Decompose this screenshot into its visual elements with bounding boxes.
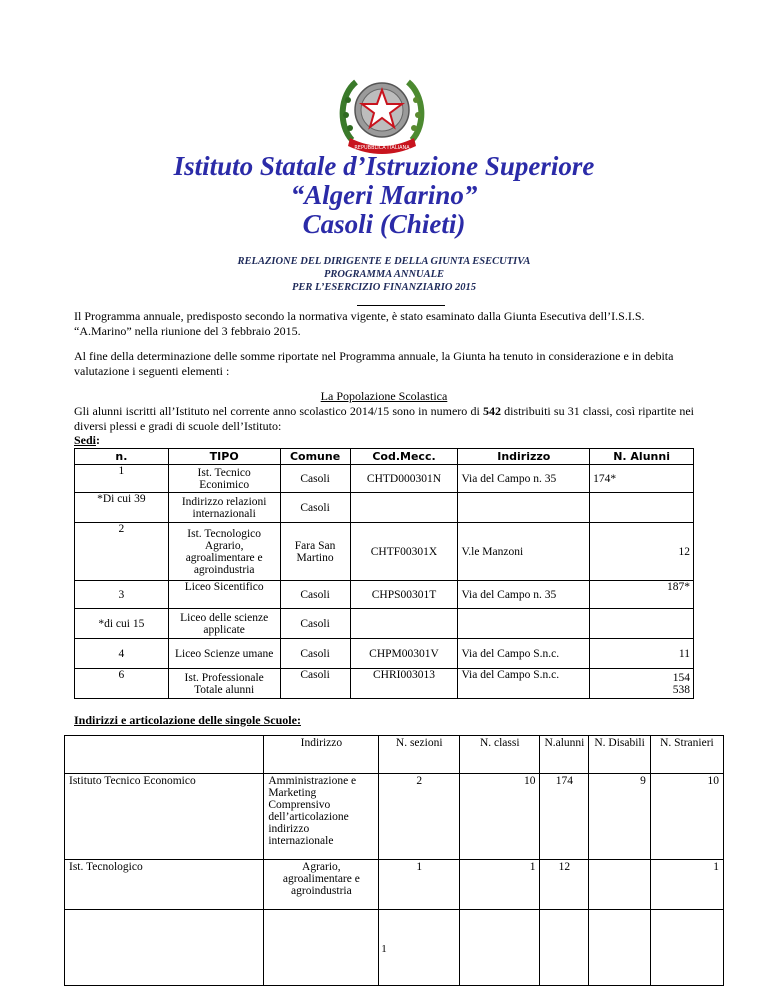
cell-scuola: Ist. Tecnologico: [65, 860, 264, 910]
header-indirizzo: Indirizzo: [458, 449, 590, 465]
cell-indirizzo: Via del Campo n. 35: [458, 465, 590, 493]
cell-tipo: Ist. Tecnologico Agrario, agroalimentare e agroindustria: [168, 523, 280, 581]
header-sezioni: N. sezioni: [379, 736, 460, 774]
alunni-professionale: 154: [672, 671, 690, 684]
enrollment-paragraph: [74, 404, 694, 433]
cell-alunni: 174: [540, 774, 589, 860]
header-alunni: N.alunni: [540, 736, 589, 774]
page-number: 1: [381, 943, 387, 955]
title-line-1: Istituto Statale d’Istruzione Superiore: [173, 151, 595, 181]
cell-cod: CHTF00301X: [350, 523, 458, 581]
header-cod-mecc: Cod.Mecc.: [350, 449, 458, 465]
cell-comune: Fara San Martino: [280, 523, 350, 581]
enrollment-total: 542: [482, 404, 501, 418]
cell-disabili: [589, 860, 650, 910]
cell-comune: Casoli: [280, 465, 350, 493]
header-disabili: N. Disabili: [589, 736, 650, 774]
title-divider: [357, 305, 445, 306]
cell-sezioni: 1: [379, 860, 460, 910]
cell-comune: Casoli: [280, 609, 350, 639]
criteria-paragraph: Al fine della determinazione delle somme riportate nel Programma annuale, la Giunta ha tenuto in considerazione e in debita valutazione i seguenti elementi :: [74, 349, 674, 378]
cell-alunni-empty: [590, 609, 694, 639]
sedi-label-text: Sedi: [74, 433, 97, 447]
institute-title: [0, 152, 768, 239]
cell-indirizzo: Agrario, agroalimentare e agroindustria: [264, 860, 379, 910]
italian-republic-emblem-icon: [334, 70, 430, 156]
cell-indirizzo: Via del Campo S.n.c.: [458, 669, 590, 699]
cell-indirizzo: Via del Campo n. 35: [458, 581, 590, 609]
cell-cod-empty: [350, 609, 458, 639]
totale-alunni-label: Totale alunni: [194, 683, 255, 696]
indirizzi-heading-text: Indirizzi e articolazione delle singole Scuole:: [74, 713, 301, 727]
cell-comune: Casoli: [280, 581, 350, 609]
tipo-professionale: Ist. Professionale: [184, 671, 264, 684]
cell-alunni-empty: [590, 493, 694, 523]
sedi-label-colon: :: [96, 433, 101, 447]
sedi-header-row: [75, 449, 694, 465]
sedi-label: [74, 433, 100, 448]
intro-paragraph: Il Programma annuale, predisposto secondo la normativa vigente, è stato esaminato dalla Giunta Esecutiva dell’I.S.I.S. “A.Marino” nella riunione del 3 febbraio 2015.: [74, 309, 645, 338]
header-indirizzo: Indirizzo: [264, 736, 379, 774]
cell-comune: Casoli: [280, 669, 350, 699]
table-row: [65, 860, 724, 910]
cell-indirizzo: Amministrazione e Marketing Comprensivo dell’articolazione indirizzo internazionale: [264, 774, 379, 860]
title-line-2: “Algeri Marino”: [290, 180, 478, 210]
enrollment-text-after: distribuiti su 31 classi, così ripartite nei diversi plessi e gradi di scuole dell’Istituto:: [74, 404, 694, 433]
header-n-alunni: N. Alunni: [590, 449, 694, 465]
header-n: n.: [75, 449, 169, 465]
cell-n: 4: [75, 639, 169, 669]
subtitle-line-3: PER L’ESERCIZIO FINANZIARIO 2015: [291, 282, 477, 293]
cell-cod: CHPM00301V: [350, 639, 458, 669]
cell-alunni: 12: [590, 523, 694, 581]
cell-n: *di cui 15: [75, 609, 169, 639]
cell-cod: CHRI003013: [350, 669, 458, 699]
report-subtitle: [0, 255, 768, 294]
cell-classi: 1: [460, 860, 540, 910]
header-comune: Comune: [280, 449, 350, 465]
cell-classi: 10: [460, 774, 540, 860]
table-row: [75, 639, 694, 669]
cell-cod-empty: [350, 493, 458, 523]
cell-scuola: Istituto Tecnico Economico: [65, 774, 264, 860]
cell-tipo: Liceo Sicentifico: [168, 581, 280, 609]
enrollment-text-before: Gli alunni iscritti all’Istituto nel corrente anno scolastico 2014/15 sono in numero di: [74, 404, 483, 418]
table-row: [75, 581, 694, 609]
cell-sezioni: 2: [379, 774, 460, 860]
cell-stranieri: 1: [650, 860, 723, 910]
cell-n: *Di cui 39: [75, 493, 169, 523]
cell-alunni: 11: [590, 639, 694, 669]
table-row: [75, 523, 694, 581]
cell-tipo: Ist. Tecnico Econimico: [168, 465, 280, 493]
cell-tipo: Indirizzo relazioni internazionali: [168, 493, 280, 523]
header-tipo: TIPO: [168, 449, 280, 465]
cell-n: 3: [75, 581, 169, 609]
header-scuola-empty: [65, 736, 264, 774]
cell-n: 1: [75, 465, 169, 493]
cell-tipo: [168, 669, 280, 699]
header-stranieri: N. Stranieri: [650, 736, 723, 774]
table-row: [75, 669, 694, 699]
cell-indirizzo-empty: [458, 609, 590, 639]
cell-indirizzo: V.le Manzoni: [458, 523, 590, 581]
subtitle-line-1: RELAZIONE DEL DIRIGENTE E DELLA GIUNTA ESECUTIVA: [237, 256, 531, 267]
cell-stranieri: 10: [650, 774, 723, 860]
table-row: [65, 774, 724, 860]
table-row: [75, 465, 694, 493]
cell-alunni: [590, 669, 694, 699]
cell-cod: CHTD000301N: [350, 465, 458, 493]
cell-n: 2: [75, 523, 169, 581]
cell-tipo: Liceo Scienze umane: [168, 639, 280, 669]
title-line-3: Casoli (Chieti): [302, 209, 466, 239]
section-heading-popolazione: La Popolazione Scolastica: [320, 389, 448, 403]
emblem-ribbon-text: REPUBBLICA ITALIANA: [354, 145, 410, 151]
cell-alunni: 187*: [590, 581, 694, 609]
cell-cod: CHPS00301T: [350, 581, 458, 609]
indirizzi-header-row: [65, 736, 724, 774]
cell-disabili: 9: [589, 774, 650, 860]
cell-tipo: Liceo delle scienze applicate: [168, 609, 280, 639]
cell-indirizzo: Via del Campo S.n.c.: [458, 639, 590, 669]
cell-comune: Casoli: [280, 493, 350, 523]
alunni-totale: 538: [672, 683, 690, 696]
cell-comune: Casoli: [280, 639, 350, 669]
cell-alunni: 174*: [590, 465, 694, 493]
cell-n: 6: [75, 669, 169, 699]
table-row: [75, 609, 694, 639]
indirizzi-heading: [74, 713, 694, 728]
cell-alunni: 12: [540, 860, 589, 910]
subtitle-line-2: PROGRAMMA ANNUALE: [323, 269, 445, 280]
sedi-table: [74, 448, 694, 699]
header-classi: N. classi: [460, 736, 540, 774]
table-row: [75, 493, 694, 523]
cell-indirizzo-empty: [458, 493, 590, 523]
